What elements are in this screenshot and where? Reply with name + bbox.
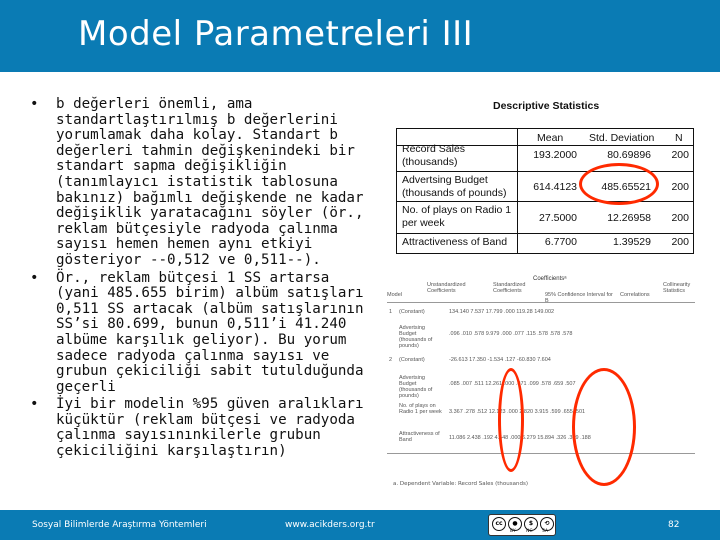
sharealike-icon: ⟲ (540, 517, 554, 531)
column-header-n: N (675, 132, 683, 144)
course-name: Sosyal Bilimlerde Araştırma Yöntemleri (32, 520, 207, 530)
cc-icon (492, 517, 506, 531)
title-bar (0, 0, 720, 72)
row-label: (Constant) (399, 357, 425, 363)
row-values: -26.613 17.350 -1.534 .127 -60.830 7.604 (449, 357, 551, 363)
row-label: (thousands of pounds) (402, 187, 507, 199)
row-values: .096 .010 .578 9.979 .000 .077 .115 .578 .578 .578 (449, 331, 573, 337)
ci-highlight-ellipse (572, 368, 636, 486)
bullet-item (30, 271, 380, 396)
n-value: 200 (671, 181, 689, 193)
sd-value: 485.65521 (601, 181, 651, 193)
attribution-icon: ● (508, 517, 522, 531)
row-values: 134.140 7.537 17.799 .000 119.28 149.002 (449, 309, 555, 315)
sd-value: 12.26958 (607, 212, 651, 224)
column-header: Correlations (620, 292, 650, 298)
bullet-text: b değerleri önemli, ama standartlaştırılmış b değerlerini yorumlamak daha kolay. Standart b değerleri tahmin değişkenindeki bir standart sapma değişikliğin (tanımlayıcı istatistik tablosuna bakınız) bağımlı değişkende ne kadar değişiklik yaratacağını söyler (ör., reklam bütçesiyle radyoda çalınma sayısı hemen hemen aynı etkiyi gösteriyor --0,512 ve 0,511--). (56, 96, 373, 268)
row-values: .085 .007 .511 12.261 .000 .071 .099 .578 .659 .507 (449, 381, 576, 387)
cc-icon-text: cc (495, 520, 503, 527)
table-divider (517, 129, 518, 253)
row-label: (thousands) (402, 156, 458, 168)
column-header-sd: Std. Deviation (589, 132, 655, 144)
coefficients-table (385, 276, 697, 478)
column-header: Model (387, 292, 402, 298)
n-value: 200 (671, 236, 689, 248)
column-header: Unstandardized Coefficients (427, 282, 466, 294)
bullet-list (30, 97, 380, 462)
mean-value: 6.7700 (544, 236, 577, 248)
license-label: BY (510, 529, 516, 534)
row-label: Advertsing Budget (thousands of pounds) (399, 375, 433, 399)
column-header: Standardized Coefficients (493, 282, 526, 294)
cc-license-badge[interactable] (488, 514, 556, 536)
bullet-item (30, 397, 380, 459)
license-label: SA (542, 529, 549, 534)
mean-value: 614.4123 (533, 181, 577, 193)
row-label: Advertsing Budget (thousands of pounds) (399, 325, 433, 349)
sd-value: 1.39529 (613, 236, 651, 248)
model-label: 2 (389, 357, 393, 363)
bullet-marker: • (30, 396, 39, 413)
row-values: 3.367 .278 .512 12.123 .000 2.820 3.915 .599 .655 .501 (449, 409, 586, 415)
row-label: No. of plays on Radio 1 per week (399, 403, 442, 415)
license-label: NC (526, 529, 533, 534)
bullet-text: Ör., reklam bütçesi 1 SS artarsa (yani 485.655 birim) albüm satışları 0,511 SS artacak (albüm satışlarının SS’si 80.699, bunun 0,511’i 41.240 albüme karşılık geliyor). Bu yorum sadece radyoda çalınma sayısı ve grubun çekiciliği sabit tutulduğunda geçerli (56, 269, 373, 395)
footer-bar (0, 510, 720, 540)
noncommercial-icon: $ (524, 517, 538, 531)
bullet-text: İyi bir modelin %95 güven aralıkları küçüktür (reklam bütçesi ve radyoda çalınma sayısınınkilerle grubun çekiciliğini karşılaştırın) (56, 396, 373, 460)
beta-highlight-ellipse (498, 368, 524, 472)
row-values: 11.086 2.438 .192 4.548 .000 6.279 15.894 .326 .309 .188 (449, 435, 591, 441)
n-value: 200 (671, 212, 689, 224)
table-divider (397, 233, 693, 234)
column-header: 95% Confidence Interval for B (545, 292, 613, 304)
descriptive-stats-title: Descriptive Statistics (493, 100, 600, 112)
bullet-marker: • (30, 269, 39, 286)
column-header-mean: Mean (537, 132, 564, 144)
column-header: Collinearity Statistics (663, 282, 691, 294)
table-divider (397, 201, 693, 202)
website-link[interactable]: www.acikders.org.tr (285, 520, 375, 530)
coefficients-footnote: a. Dependent Variable: Record Sales (thousands) (393, 481, 528, 487)
page-number: 82 (668, 520, 680, 530)
bullet-marker: • (30, 96, 39, 112)
mean-value: 193.2000 (533, 149, 577, 161)
bullet-item (30, 97, 380, 269)
row-label: (Constant) (399, 309, 425, 315)
slide-title: Model Parametreleri III (78, 14, 474, 54)
sd-highlight-ellipse (579, 163, 659, 205)
row-label: Attractiveness of Band (402, 236, 508, 248)
coefficients-title: Coefficientsᵃ (533, 276, 567, 282)
row-label: per week (402, 217, 445, 229)
row-label: Attractiveness of Band (399, 431, 440, 443)
row-label: Record Sales (402, 143, 466, 155)
n-value: 200 (671, 149, 689, 161)
row-label: Advertsing Budget (402, 174, 488, 186)
coefficients-grid (387, 302, 695, 454)
row-label: No. of plays on Radio 1 (402, 204, 512, 216)
mean-value: 27.5000 (539, 212, 577, 224)
model-label: 1 (389, 309, 393, 315)
sd-value: 80.69896 (607, 149, 651, 161)
